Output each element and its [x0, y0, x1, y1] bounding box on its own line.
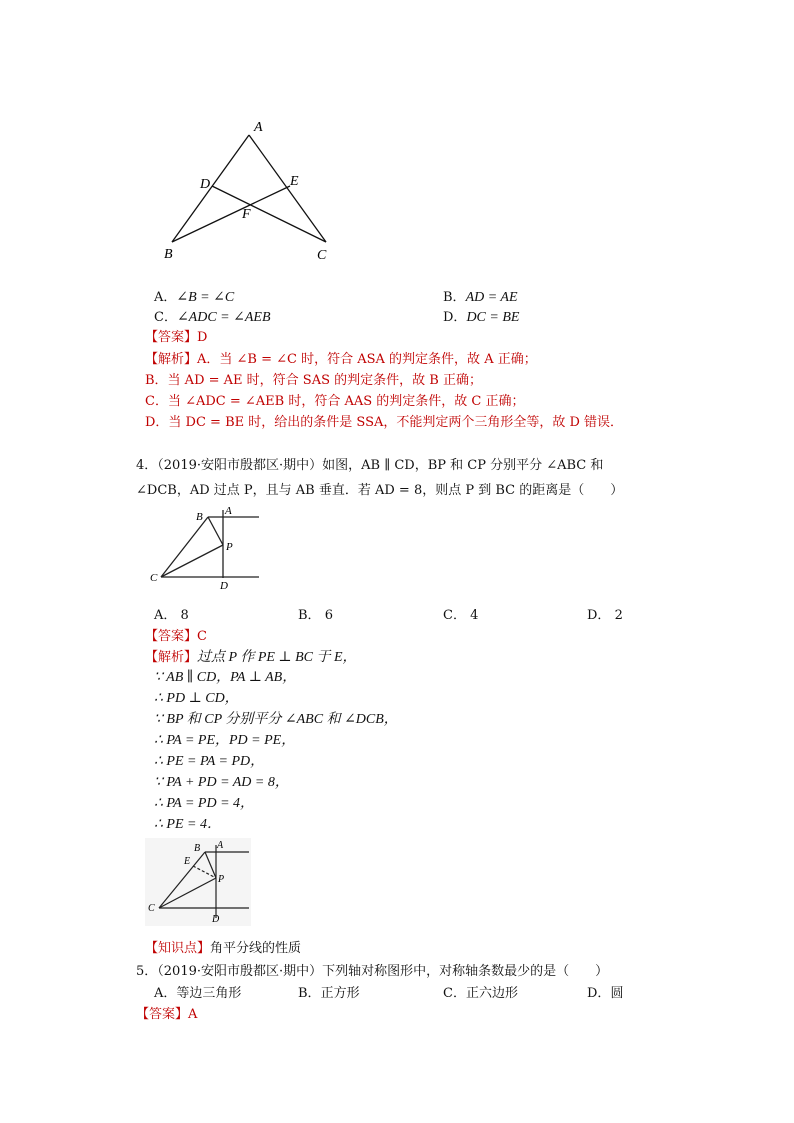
q3-option-c: C．∠ADC = ∠AEB: [154, 310, 271, 325]
q3-analysis-line-4: D．当 DC = BE 时，给出的条件是 SSA，不能判定两个三角形全等，故 D 错误．: [145, 415, 624, 430]
q4-step-3: ∵ BP 和 CP 分别平分 ∠ABC 和 ∠DCB，: [154, 712, 398, 727]
q5-option-b: B．正方形: [298, 986, 360, 1001]
parallel-lines-figure: [145, 500, 270, 592]
fig4-label-a: A: [225, 505, 232, 517]
fig4-label-c: C: [150, 572, 158, 584]
fig4-label-d: D: [220, 580, 228, 592]
fig4-label-p: P: [226, 541, 233, 553]
q4-option-a: A． 8: [154, 608, 189, 623]
point-label-d: D: [200, 177, 211, 192]
q3-analysis-line-3: C．当 ∠ADC = ∠AEB 时，符合 AAS 的判定条件，故 C 正确；: [145, 394, 525, 409]
q5-option-c: C．正六边形: [443, 986, 518, 1001]
q4-knowledge-point: 【知识点】角平分线的性质: [145, 941, 302, 956]
q4-step-2: ∴ PD ⊥ CD，: [154, 691, 239, 706]
fig4-label-b: B: [196, 511, 203, 523]
fig4s-label-e: E: [184, 856, 191, 867]
fig4s-label-c: C: [148, 903, 155, 914]
q5-stem: 5．（2019·安阳市殷都区·期中）下列轴对称图形中，对称轴条数最少的是（ ）: [136, 964, 609, 979]
q4-stem-line-2: ∠DCB，AD 过点 P，且与 AB 垂直．若 AD = 8，则点 P 到 BC 的距离是（ ）: [136, 483, 624, 498]
q3-analysis-line-2: B．当 AD = AE 时，符合 SAS 的判定条件，故 B 正确；: [145, 373, 482, 388]
q4-option-b: B． 6: [298, 608, 333, 623]
point-label-f: F: [242, 207, 251, 222]
q4-step-1: ∵ AB ∥ CD，PA ⊥ AB，: [154, 670, 297, 685]
point-label-a: A: [254, 120, 263, 135]
point-label-c: C: [317, 248, 327, 263]
fig4s-label-d: D: [212, 914, 220, 925]
q4-step-6: ∵ PA + PD = AD = 8，: [154, 775, 289, 790]
q5-option-d: D．圆: [587, 986, 624, 1001]
q4-answer: 【答案】C: [145, 629, 207, 644]
q4-analysis-first: 【解析】过点 P 作 PE ⊥ BC 于 E，: [145, 650, 357, 665]
q5-answer: 【答案】A: [136, 1007, 198, 1022]
q4-step-5: ∴ PE = PA = PD，: [154, 754, 265, 769]
q4-option-c: C． 4: [443, 608, 479, 623]
triangle-figure: [150, 110, 350, 270]
q5-option-a: A．等边三角形: [154, 986, 242, 1001]
fig4s-label-b: B: [194, 843, 201, 854]
q4-step-8: ∴ PE = 4．: [154, 817, 221, 832]
q4-step-4: ∴ PA = PE，PD = PE，: [154, 733, 296, 748]
point-label-e: E: [290, 174, 299, 189]
q4-step-7: ∴ PA = PD = 4，: [154, 796, 255, 811]
q3-option-b: B．AD = AE: [443, 290, 518, 305]
fig4s-label-p: P: [218, 874, 225, 885]
q3-analysis-line-1: 【解析】A．当 ∠B = ∠C 时，符合 ASA 的判定条件，故 A 正确；: [145, 352, 537, 367]
q4-stem-line-1: 4．（2019·安阳市殷都区·期中）如图，AB ∥ CD，BP 和 CP 分别平分 ∠ABC 和: [136, 458, 604, 473]
fig4s-label-a: A: [217, 840, 224, 851]
solution-figure: [145, 838, 251, 926]
q3-option-d: D．DC = BE: [443, 310, 520, 325]
q3-answer: 【答案】D: [145, 330, 208, 345]
q3-option-a: A．∠B = ∠C: [154, 290, 235, 305]
q4-option-d: D． 2: [587, 608, 623, 623]
point-label-b: B: [164, 247, 173, 262]
